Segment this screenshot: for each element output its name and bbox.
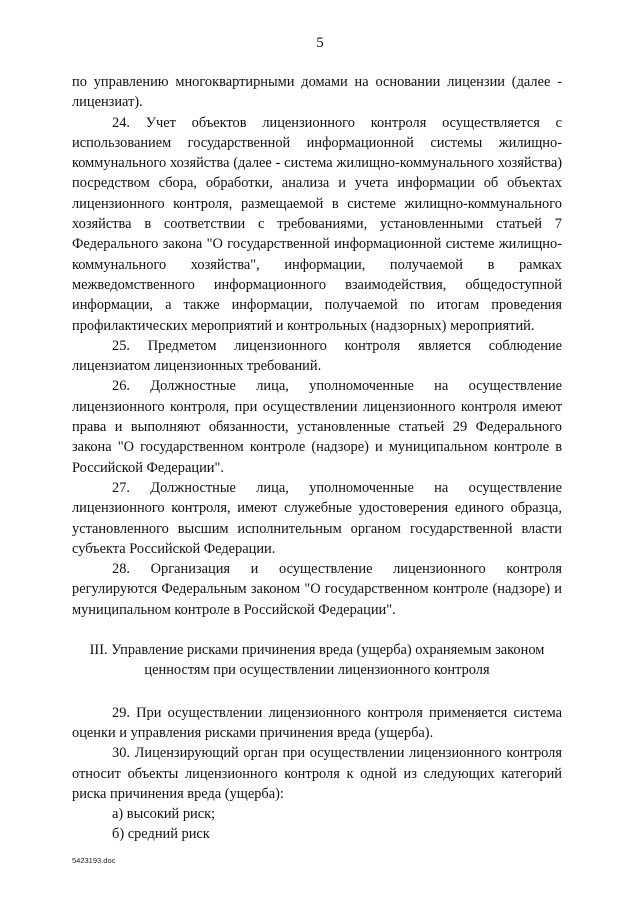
document-body [72,72,562,845]
paragraph-30: 30. Лицензирующий орган при осуществлении лицензионного контроля относит объекты лицензионного контроля к одной из следующих категорий риска причинения вреда (ущерба): [72,745,562,802]
paragraph-continuation: по управлению многоквартирными домами на основании лицензии (далее - лицензиат). [72,74,562,111]
paragraph-26: 26. Должностные лица, уполномоченные на осуществление лицензионного контроля, при осуществлении лицензионного контроля имеют права и выполняют обязанности, установленные статьей 29 Федерального закона "О государственном контроле (надзоре) и муниципальном контроле в Российской Федерации". [72,378,562,476]
paragraph-24: 24. Учет объектов лицензионного контроля осуществляется с использованием государственной информационной системы жилищно-коммунального хозяйства (далее - система жилищно-коммунального хозяйства) посредством сбора, обработки, анализа и учета информации об объектах лицензионного контроля, размещаемой в системе жилищно-коммунального хозяйства в соответствии с требованиями, установленными статьей 7 Федерального закона "О государственной информационной системе жилищно-коммунального хозяйства", информации, получаемой в рамках межведомственного информационного взаимодействия, общедоступной информации, а также информации, получаемой по итогам проведения профилактических мероприятий и контрольных (надзорных) мероприятий. [72,114,562,334]
paragraph-25: 25. Предметом лицензионного контроля является соблюдение лицензиатом лицензионных требований. [72,337,562,375]
list-item-high-risk: а) высокий риск; [112,806,216,823]
section-heading-line-1: III. Управление рисками причинения вреда (ущерба) охраняемым законом [89,642,545,659]
list-item-medium-risk: б) средний риск [112,826,210,843]
section-heading-line-2: ценностям при осуществлении лицензионного контроля [144,662,490,679]
section-heading [72,640,562,681]
paragraph-28: 28. Организация и осуществление лицензионного контроля регулируются Федеральным законом "О государственном контроле (надзоре) и муниципальном контроле в Российской Федерации". [72,561,562,618]
file-name-footer: 5423193.doc [72,856,116,865]
paragraph-29: 29. При осуществлении лицензионного контроля применяется система оценки и управления рисками причинения вреда (ущерба). [72,704,562,741]
page-number: 5 [316,35,324,51]
paragraph-27: 27. Должностные лица, уполномоченные на осуществление лицензионного контроля, имеют служебные удостоверения единого образца, установленного высшим исполнительным органом государственной власти субъекта Российской Федерации. [72,479,562,557]
